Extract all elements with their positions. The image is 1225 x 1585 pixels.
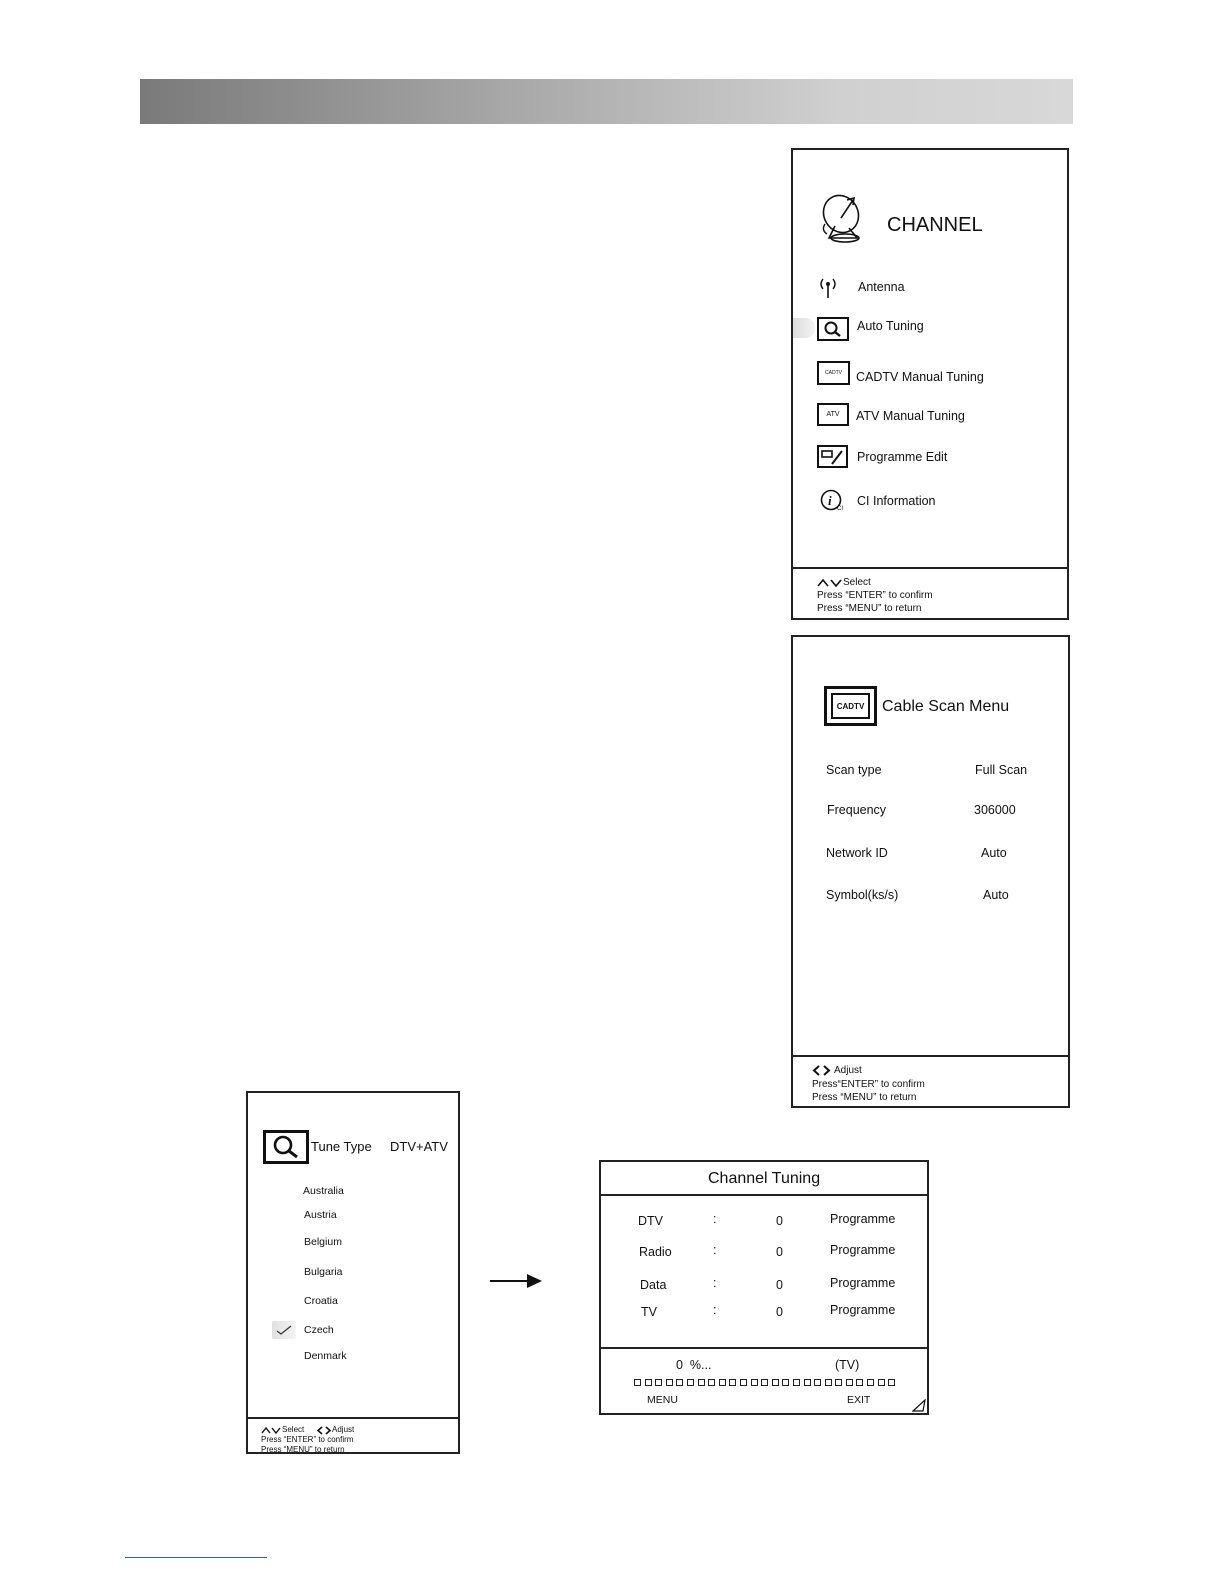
country-item[interactable]: Austria <box>304 1209 337 1221</box>
status-divider <box>601 1347 927 1349</box>
atv-icon <box>817 403 849 426</box>
footer-confirm-text: Press“ENTER” to confirm <box>812 1079 925 1090</box>
progress-square <box>740 1379 747 1386</box>
footer-confirm-text: Press “ENTER” to confirm <box>261 1435 354 1444</box>
tuning-unit: Programme <box>830 1303 896 1317</box>
selection-highlight <box>793 318 815 338</box>
cable-scan-menu-panel <box>791 635 1070 1108</box>
left-right-arrows-icon <box>812 1065 832 1076</box>
title-divider <box>601 1194 927 1196</box>
tuning-separator: : <box>713 1243 717 1257</box>
cable-scan-menu-title: Cable Scan Menu <box>882 698 1010 715</box>
footer-adjust-text: Adjust <box>834 1065 862 1076</box>
left-right-arrows-icon <box>316 1426 332 1435</box>
cadtv-icon-text: CADTV <box>825 370 842 376</box>
network-id-value: Auto <box>981 846 1007 860</box>
country-item[interactable]: Bulgaria <box>304 1266 343 1278</box>
progress-square <box>782 1379 789 1386</box>
channel-menu-panel <box>791 148 1069 620</box>
progress-square <box>698 1379 705 1386</box>
atv-icon-text: ATV <box>826 411 840 418</box>
scan-type-label: Scan type <box>826 763 882 777</box>
menu-item-label: Auto Tuning <box>857 319 924 333</box>
up-down-arrows-icon <box>817 578 843 587</box>
country-item[interactable]: Denmark <box>304 1350 347 1362</box>
up-down-arrows-icon <box>261 1427 281 1434</box>
progress-square <box>814 1379 821 1386</box>
channel-tuning-panel <box>599 1160 929 1415</box>
network-id-label: Network ID <box>826 846 888 860</box>
ci-info-icon <box>820 488 846 512</box>
menu-item-label: Antenna <box>858 280 905 294</box>
tune-type-label: Tune Type <box>311 1139 372 1154</box>
tuning-label: DTV <box>638 1214 663 1228</box>
footer-divider <box>248 1417 458 1419</box>
tune-type-value[interactable]: DTV+ATV <box>390 1139 448 1154</box>
tuning-label: TV <box>641 1305 657 1319</box>
cadtv-icon <box>824 686 877 726</box>
progress-square <box>772 1379 779 1386</box>
frequency-label: Frequency <box>827 803 887 817</box>
country-item[interactable]: Croatia <box>304 1295 338 1307</box>
progress-square <box>729 1379 736 1386</box>
checkmark-icon <box>275 1324 293 1336</box>
progress-bar <box>634 1379 899 1386</box>
footer-return-text: Press “MENU” to return <box>812 1092 917 1103</box>
channel-tuning-title: Channel Tuning <box>708 1170 821 1187</box>
progress-square <box>856 1379 863 1386</box>
progress-square <box>645 1379 652 1386</box>
progress-square <box>761 1379 768 1386</box>
progress-square <box>751 1379 758 1386</box>
progress-square <box>708 1379 715 1386</box>
tuning-label: Radio <box>639 1245 672 1259</box>
footer-adjust-text: Adjust <box>332 1425 355 1434</box>
tune-type-menu-panel <box>246 1091 460 1454</box>
cadtv-icon <box>817 361 850 385</box>
tuning-unit: Programme <box>830 1212 896 1226</box>
menu-item-label: CI Information <box>857 494 936 508</box>
country-item[interactable]: Belgium <box>304 1236 342 1248</box>
tuning-count: 0 <box>776 1305 783 1319</box>
satellite-dish-icon <box>817 190 871 246</box>
progress-percent-text: 0 %... <box>676 1358 712 1372</box>
programme-edit-icon <box>817 445 848 468</box>
tuning-count: 0 <box>776 1214 783 1228</box>
frequency-value: 306000 <box>974 803 1016 817</box>
country-item[interactable]: Australia <box>303 1185 344 1197</box>
progress-square <box>888 1379 895 1386</box>
tuning-mode-text: (TV) <box>835 1358 860 1372</box>
footer-select-text: Select <box>282 1425 305 1434</box>
search-icon <box>817 317 849 341</box>
search-icon <box>263 1130 309 1164</box>
antenna-icon <box>817 276 839 300</box>
tuning-separator: : <box>713 1212 717 1226</box>
symbol-rate-value: Auto <box>983 888 1009 902</box>
svg-text:CI: CI <box>837 506 843 512</box>
scan-type-value: Full Scan <box>975 763 1028 777</box>
progress-square <box>867 1379 874 1386</box>
tuning-count: 0 <box>776 1245 783 1259</box>
progress-square <box>676 1379 683 1386</box>
progress-square <box>655 1379 662 1386</box>
exit-button[interactable]: EXIT <box>847 1394 871 1406</box>
svg-text:i: i <box>828 493 832 508</box>
footer-return-text: Press “MENU” to return <box>817 603 922 614</box>
menu-item-label: ATV Manual Tuning <box>856 409 965 423</box>
footer-confirm-text: Press “ENTER” to confirm <box>817 590 933 601</box>
tuning-label: Data <box>640 1278 667 1292</box>
header-bar <box>140 79 1073 124</box>
menu-item-label: Programme Edit <box>857 450 948 464</box>
progress-square <box>846 1379 853 1386</box>
footer-select-text: Select <box>843 577 871 588</box>
progress-square <box>634 1379 641 1386</box>
menu-button[interactable]: MENU <box>647 1394 678 1406</box>
progress-square <box>835 1379 842 1386</box>
country-item-selected[interactable]: Czech <box>304 1324 334 1336</box>
tuning-unit: Programme <box>830 1243 896 1257</box>
footer-return-text: Press “MENU” to return <box>261 1445 345 1454</box>
menu-item-label: CADTV Manual Tuning <box>856 370 984 384</box>
right-arrow-icon <box>489 1273 543 1289</box>
progress-square <box>804 1379 811 1386</box>
bottom-underline <box>125 1557 267 1558</box>
channel-menu-title: CHANNEL <box>887 214 983 236</box>
progress-square <box>666 1379 673 1386</box>
tuning-separator: : <box>713 1276 717 1290</box>
tuning-unit: Programme <box>830 1276 896 1290</box>
footer-divider <box>793 567 1067 569</box>
progress-square <box>878 1379 885 1386</box>
progress-square <box>825 1379 832 1386</box>
resize-corner-icon <box>912 1399 926 1413</box>
symbol-rate-label: Symbol(ks/s) <box>826 888 899 902</box>
progress-square <box>687 1379 694 1386</box>
footer-divider <box>793 1055 1068 1057</box>
progress-square <box>719 1379 726 1386</box>
tuning-separator: : <box>713 1303 717 1317</box>
progress-square <box>793 1379 800 1386</box>
cadtv-icon-text: CADTV <box>836 701 865 711</box>
tuning-count: 0 <box>776 1278 783 1292</box>
